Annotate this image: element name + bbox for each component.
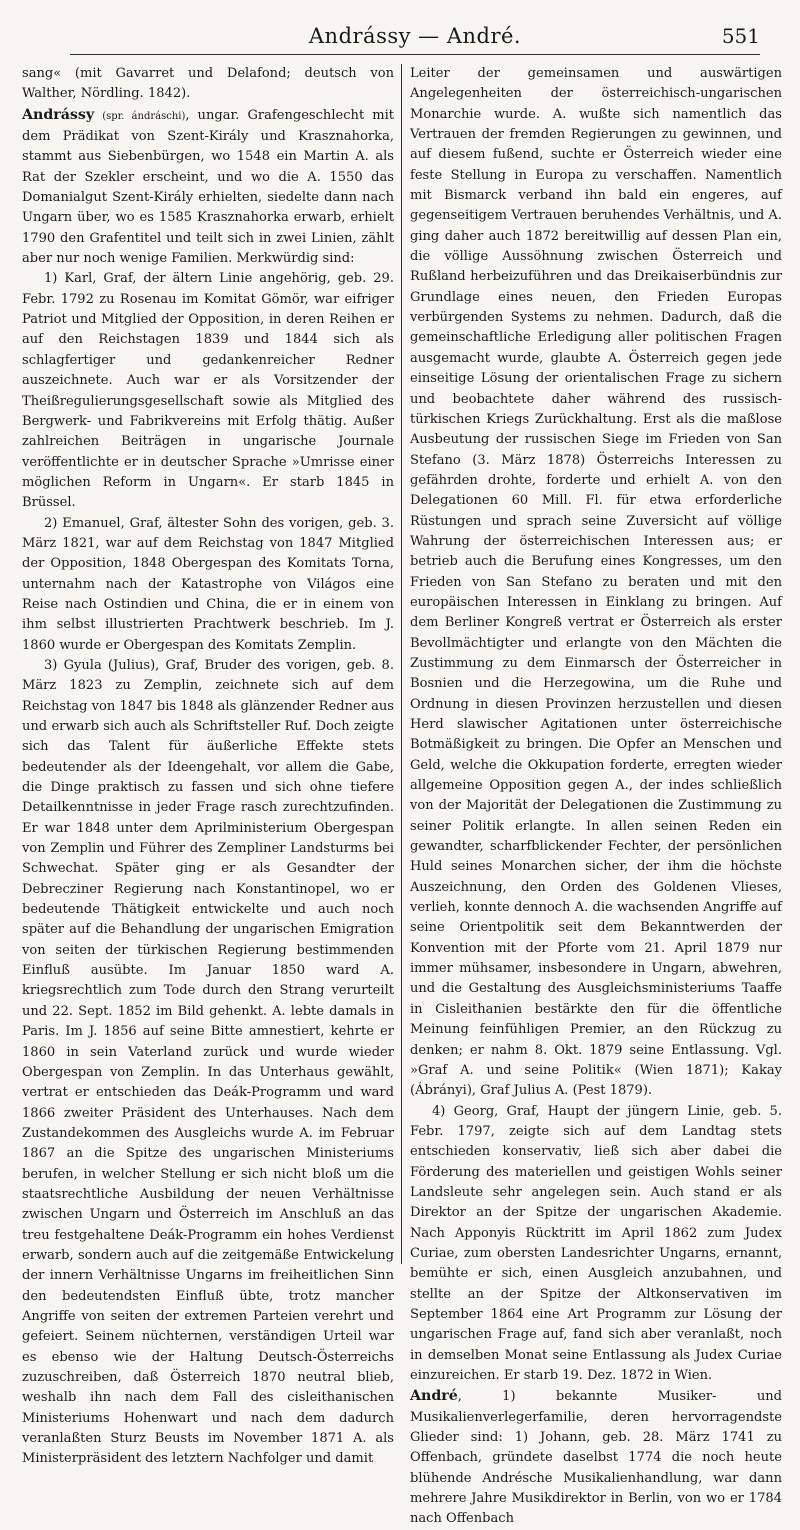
page-header (70, 22, 760, 55)
sub-entry: 2) Emanuel, Graf, ältester Sohn des vorigen, geb. 3. März 1821, war auf dem Reichstag von 1847 Mitglied der Opposition, 1848 Obergespan des Komitats Torna, unternahm nach der Katastrophe von Világos eine Reise nach Ostindien und China, die er in einem von ihm selbst illustrierten Prachtwerk beschrieb. Im J. 1860 wurde er Obergespan des Komitats Zemplin. (22, 515, 394, 653)
continued-text: sang« (mit Gavarret und Delafond; deutsch von Walther, Nördling. 1842). (22, 66, 394, 102)
left-column (22, 64, 395, 1467)
sub-entry: 3) Gyula (Julius), Graf, Bruder des vorigen, geb. 8. März 1823 zu Zemplin, zeichnete sich auf dem Reichstag von 1847 bis 1848 als glänzender Redner aus und erwarb sich auch als Schriftsteller Ruf. Doch zeigte sich das Talent für äußerliche Effekte stets bedeutender als der Ideengehalt, vor allem die Gabe, die Dinge praktisch zu fassen und sich ohne tiefere Detailkenntnisse in jeder Frage rasch zurechtzufinden. Er war 1848 unter dem Aprilministerium Obergespan von Zemplin und Führer des Zempliner Landsturms bei Schwechat. Später ging er als Gesandter der Debrecziner Regierung nach Konstantinopel, wo er bedeutende Thätigkeit entwickelte und auch noch später auf die Behandlung der ungarischen Emigration von seiten der türkischen Regierung bestimmenden Einfluß ausübte. Im Januar 1850 ward A. kriegsrechtlich zum Tode durch den Strang verurteilt und 22. Sept. 1852 im Bild gehenkt. A. lebte damals in Paris. Im J. 1856 auf seine Bitte amnestiert, kehrte er 1860 in sein Vaterland zurück und wurde wieder Obergespan von Zemplin. In das Unterhaus gewählt, vertrat er entschieden das Deák-Programm und ward 1866 zweiter Präsident des Unterhauses. Nach dem Zustandekommen des Ausgleichs wurde A. im Februar 1867 an die Spitze des ungarischen Ministeriums berufen, in welcher Stellung er sich nicht bloß um die staatsrechtliche Ausbildung der neuen Verhältnisse zwischen Ungarn und Österreich im Anschluß an das treu festgehaltene Deák-Programm ein hohes Verdienst erwarb, sondern auch auf die zeitgemäße Entwickelung der innern Verhältnisse Ungarns im freiheitlichen Sinn den bedeutendsten Einfluß übte, trotz mancher Angriffe von seiten der extremen Parteien verehrt und gefeiert. Seinem nüchternen, verständigen Urteil war es ebenso wie der Haltung Deutsch-Österreichs zuzuschreiben, daß Österreich 1870 neutral blieb, weshalb ihn nach dem Fall des cisleithanischen Ministeriums Hohenwart und nach dem dadurch veranlaßten Sturz Beusts im November 1871 A. als Ministerpräsident des letztern Nachfolger und damit (22, 657, 394, 1467)
page-number: 551 (721, 24, 760, 48)
entry-headword: André (410, 1388, 458, 1405)
column-divider (401, 64, 402, 1264)
sub-entry: 4) Georg, Graf, Haupt der jüngern Linie, geb. 5. Febr. 1797, zeigte sich auf dem Landtag stets entschieden konservativ, ließ sich aber dabei die Förderung des materiellen und geistigen Wohls seiner Landsleute sehr angelegen sein. Auch stand er als Direktor an der Spitze der ungarischen Akademie. Nach Apponyis Rücktritt im April 1862 zum Judex Curiae, zum obersten Landesrichter Ungarns, ernannt, bemühte er sich, einen Ausgleich anzubahnen, und stellte an der Spitze der Altkonservativen im September 1864 eine Art Programm zur Lösung der ungarischen Frage auf, fand sich aber veranlaßt, noch in demselben Monat seine Entlassung als Judex Curiae einzureichen. Er starb 19. Dez. 1872 in Wien. (410, 1103, 782, 1383)
dictionary-entry (410, 1386, 782, 1529)
entry-headword: Andrássy (22, 106, 95, 123)
right-column (410, 64, 782, 1527)
running-title: Andrássy — André. (308, 24, 522, 48)
pronunciation-note: (spr. ándráschi) (102, 110, 186, 122)
entry-text: , 1) bekannte Musiker- und Musikalienverlegerfamilie, deren hervorragendste Glieder sind: 1) Johann, geb. 28. März 1741 zu Offenbach, gründete daselbst 1774 die noch heute blühende Andrésche Musikalienhandlung, war dann mehrere Jahre Musikdirektor in Berlin, von wo er 1784 nach Offenbach (410, 1389, 782, 1527)
dictionary-entry (22, 105, 394, 270)
sub-entry: 1) Karl, Graf, der ältern Linie angehörig, geb. 29. Febr. 1792 zu Rosenau im Komitat Gömör, war eifriger Patriot und Mitglied der Opposition, in deren Reihen er auf den Reichstagen 1839 und 1844 sich als schlagfertiger und gedankenreicher Redner auszeichnete. Auch war er als Vorsitzender der Theißregulierungsgesellschaft sowie als Mitglied des Bergwerk- und Fabrikvereins mit Erfolg thätig. Außer zahlreichen Beiträgen in ungarische Journale veröffentlichte er in deutscher Sprache »Umrisse einer möglichen Reform in Ungarn«. Er starb 1845 in Brüssel. (22, 271, 394, 511)
continued-text: Leiter der gemeinsamen und auswärtigen Angelegenheiten der österreichisch-ungarischen Monarchie wurde. A. wußte sich namentlich das Vertrauen der fremden Regierungen zu gewinnen, und auf diesem fußend, suchte er Österreich wieder eine feste Stellung in Europa zu verschaffen. Namentlich mit Bismarck verband ihn bald ein engeres, auf gegenseitigem Vertrauen beruhendes Verhältnis, und A. ging daher auch 1872 bereitwillig auf dessen Plan ein, die völlige Aussöhnung zwischen Österreich und Rußland herbeizuführen und das Dreikaiserbündnis zur Grundlage eines neuen, den Frieden Europas verbürgenden Systems zu nehmen. Dadurch, daß die gemeinschaftliche Erledigung aller politischen Fragen ausgemacht wurde, glaubte A. Österreich gegen jede einseitige Lösung der orientalischen Frage zu sichern und beobachtete daher während des russisch-türkischen Kriegs Zurückhaltung. Erst als die maßlose Ausbeutung der russischen Siege im Frieden von San Stefano (3. März 1878) Österreichs Interessen zu gefährden drohte, forderte und erhielt A. von den Delegationen 60 Mill. Fl. für etwa erforderliche Rüstungen und sprach seine Zuversicht auf völlige Wahrung der österreichischen Interessen aus; er betrieb auch die Berufung eines Kongresses, um den Frieden von San Stefano zu beraten und mit den europäischen Interessen in Einklang zu bringen. Auf dem Berliner Kongreß vertrat er Österreich als erster Bevollmächtigter und erlangte von den Mächten die Zustimmung zu dem Einmarsch der Österreicher in Bosnien und die Herzegowina, um die Ruhe und Ordnung in diesen Provinzen herzustellen und diesen Herd slawischer Agitationen unter österreichische Botmäßigkeit zu bringen. Die Opfer an Menschen und Geld, welche die Okkupation forderte, erregten wieder allgemeine Opposition gegen A., der indes schließlich von der Majorität der Delegationen die Zustimmung zu seiner Politik erlangte. In allen seinen Reden ein gewandter, scharfblickender Fechter, der persönlichen Huld seines Monarchen sicher, der ihm die höchste Auszeichnung, den Orden des Goldenen Vlieses, verlieh, konnte dennoch A. die wachsenden Angriffe auf seine Orientpolitik seit dem Bekanntwerden der Konvention mit der Pforte vom 21. April 1879 nur immer mühsamer, insbesondere in Ungarn, abwehren, und die Gestaltung des Ausgleichsministeriums Taaffe in Cisleithanien bestärkte den für die öffentliche Meinung feinfühligen Premier, an den Rückzug zu denken; er nahm 8. Okt. 1879 seine Entlassung. Vgl. »Graf A. und seine Politik« (Wien 1871); Kakay (Ábrányi), Graf Julius A. (Pest 1879). (410, 66, 782, 1099)
entry-text: , ungar. Grafengeschlecht mit dem Prädikat von Szent-Király und Krasznahorka, stammt aus Siebenbürgen, wo 1548 ein Martin A. als Rat der Szekler erscheint, und wo die A. 1550 das Domanialgut Szent-Király erhielten, siedelte dann nach Ungarn über, wo es 1585 Krasznahorka erwarb, erhielt 1790 den Grafentitel und teilt sich in zwei Linien, zählt aber nur noch wenige Familien. Merkwürdig sind: (22, 107, 395, 267)
